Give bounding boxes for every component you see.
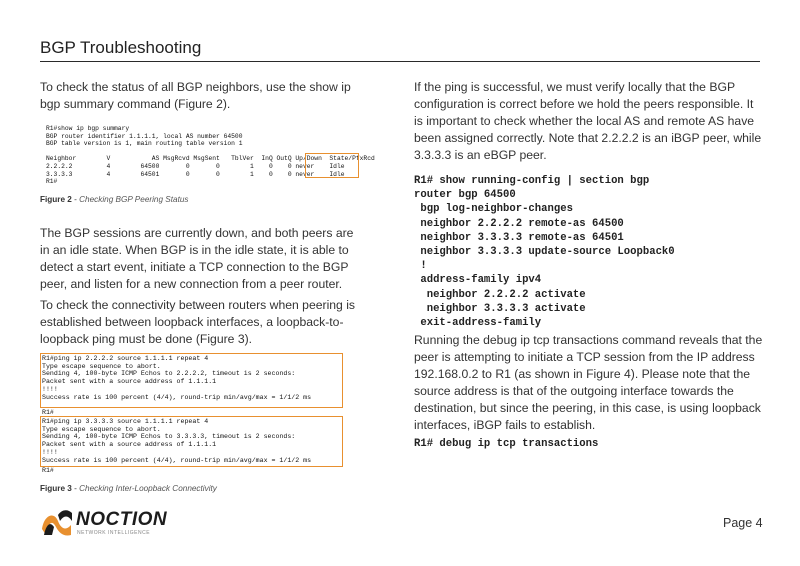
ping-prompt: R1#	[42, 409, 54, 416]
ping-output-block: R1#ping ip 2.2.2.2 source 1.1.1.1 repeat 4 Type escape sequence to abort. Sending 4, 100-byte ICMP Echos to 2.2.2.2, timeout is 2 seconds: Packet sent with a source address of 1.1.1.1 !!!! Success rate is 100 percent (4/4), round-trip min/avg/max = 1/1/2 ms	[40, 353, 343, 408]
figure-2-caption	[40, 195, 189, 204]
figure-2-caption-separator: -	[71, 195, 80, 204]
figure-2-line: Neighbor V AS MsgRcvd MsgSent TblVer InQ OutQ Up/Down State/PfxRcd	[46, 155, 375, 163]
figure-3-caption-text: Checking Inter-Loopback Connectivity	[79, 484, 217, 493]
figure-2-line: R1#show ip bgp summary	[46, 125, 130, 132]
figure-2-line: BGP table version is 1, main routing table version 1	[46, 140, 243, 148]
figure-3-caption-separator: -	[71, 484, 80, 493]
logo-wordmark: NOCTION	[76, 509, 168, 530]
state-highlight-box	[305, 153, 359, 178]
intro-paragraph: To check the status of all BGP neighbors, use the show ip bgp summary command (Figure 2).	[40, 80, 351, 111]
figure-2-caption-label: Figure 2	[40, 195, 72, 204]
figure-2-line: 3.3.3.3 4 64501 0 0 1 0 0 never Idle	[46, 170, 345, 178]
logo-tagline: NETWORK INTELLIGENCE	[77, 530, 151, 536]
figure-2-line: 2.2.2.2 4 64500 0 0 1 0 0 never Idle	[46, 163, 345, 170]
debug-paragraph: Running the debug ip tcp transactions command reveals that the peer is attempting to initiate a TCP session from the IP address 192.168.0.2 to R1 (as shown in Figure 4). Please note that the source address is that of the outgoing interface towards the destination, but since the peering, in this case, is using loopback interfaces, iBGP fails to establish.	[414, 333, 763, 432]
figure-3-caption-label: Figure 3	[40, 484, 72, 493]
ping-output-block: R1#ping ip 3.3.3.3 source 1.1.1.1 repeat 4 Type escape sequence to abort. Sending 4, 100-byte ICMP Echos to 3.3.3.3, timeout is 2 seconds: Packet sent with a source address of 1.1.1.1 !!!! Success rate is 100 percent (4/4), round-trip min/avg/max = 1/1/2 ms	[40, 416, 343, 467]
figure-2-caption-text: Checking BGP Peering Status	[79, 195, 189, 204]
idle-state-paragraph: The BGP sessions are currently down, and both peers are in an idle state. When BGP is in the idle state, it is able to detect a start event, initiate a TCP connection to the BGP peer, and listen for a new connection from a peer router.	[40, 226, 354, 291]
ping-prompt: R1#	[42, 467, 54, 474]
page-number: Page 4	[723, 516, 763, 530]
title-divider	[40, 61, 760, 62]
page-title: BGP Troubleshooting	[40, 38, 202, 57]
figure-3-caption	[40, 484, 217, 493]
loopback-paragraph: To check the connectivity between routers when peering is established between loopback interfaces, a loopback-to-loopback ping must be done (Figure 3).	[40, 298, 356, 346]
figure-2-line: BGP router identifier 1.1.1.1, local AS number 64500	[46, 132, 243, 140]
figure-2-line: R1#	[46, 178, 58, 186]
running-config-code: R1# show running-config | section bgp router bgp 64500 bgp log-neighbor-changes neighbor 2.2.2.2 remote-as 64500 neighbor 3.3.3.3 remote-as 64501 neighbor 3.3.3.3 update-source Loopback0 ! address-family ipv4 neighbor 2.2.2.2 activate neighbor 3.3.3.3 activate exit-address-family	[414, 175, 675, 330]
ping-success-paragraph: If the ping is successful, we must verify locally that the BGP configuration is correct before we hold the peers responsible. It is important to check whether the local AS and remote AS have been assigned correctly. Note that 2.2.2.2 is an iBGP peer, while 3.3.3.3 is an eBGP peer.	[414, 80, 762, 162]
noction-logo-icon	[40, 507, 74, 537]
debug-command-code: R1# debug ip tcp transactions	[414, 438, 599, 450]
